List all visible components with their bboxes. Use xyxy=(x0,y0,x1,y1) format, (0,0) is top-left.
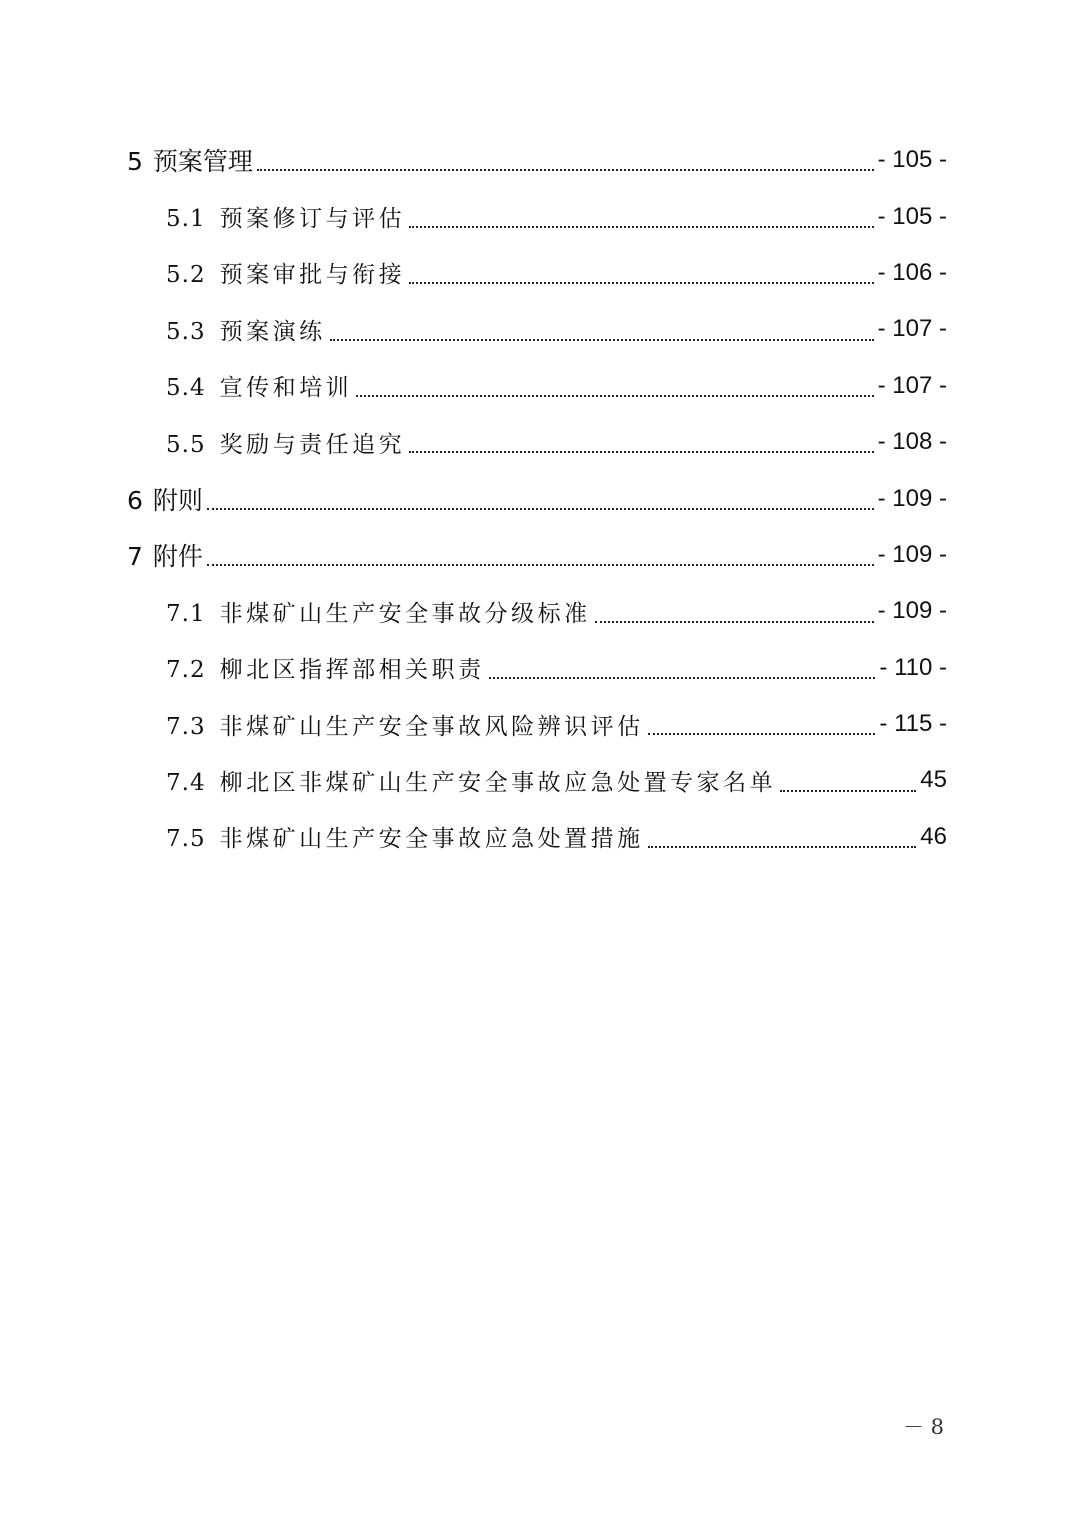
toc-entry-label xyxy=(166,313,326,346)
toc-entry xyxy=(127,696,947,752)
toc-section-number: 7.4 xyxy=(166,769,206,796)
toc-entry xyxy=(127,132,947,188)
toc-entry xyxy=(127,470,947,526)
toc-entry-label xyxy=(127,481,203,517)
toc-section-number: 7.3 xyxy=(166,713,206,740)
dot-leader xyxy=(648,846,917,848)
toc-section-title: 预案审批与衔接 xyxy=(219,262,406,289)
toc-entry-label xyxy=(166,651,485,684)
toc-page-number: - 105 - xyxy=(877,146,947,174)
dot-leader xyxy=(257,169,874,171)
toc-entry xyxy=(127,245,947,301)
toc-entry-label xyxy=(166,595,591,628)
toc-section-title: 非煤矿山生产安全事故风险辨识评估 xyxy=(219,713,644,740)
dot-leader xyxy=(409,282,874,284)
dot-leader xyxy=(489,677,876,679)
toc-section-number: 5.4 xyxy=(166,375,206,402)
toc-section-number: 5.3 xyxy=(166,318,206,345)
toc-entry xyxy=(127,301,947,357)
toc-page-number: - 105 - xyxy=(877,202,947,230)
toc-section-title: 柳北区指挥部相关职责 xyxy=(219,657,485,684)
toc-entry xyxy=(127,752,947,808)
dot-leader xyxy=(207,564,874,566)
dot-leader xyxy=(330,339,874,341)
dot-leader xyxy=(356,395,874,397)
toc-section-number: 7.1 xyxy=(166,600,206,627)
toc-section-number: 7 xyxy=(127,541,143,571)
toc-entry xyxy=(127,527,947,583)
toc-section-title: 奖励与责任追究 xyxy=(219,431,406,458)
toc-page-number: - 109 - xyxy=(877,540,947,568)
table-of-contents xyxy=(127,132,947,865)
dot-leader xyxy=(780,790,916,792)
toc-section-title: 预案修订与评估 xyxy=(219,206,406,233)
toc-section-title: 附则 xyxy=(152,485,203,515)
toc-section-title: 预案演练 xyxy=(219,318,326,345)
toc-section-title: 非煤矿山生产安全事故分级标准 xyxy=(219,600,591,627)
toc-section-title: 附件 xyxy=(152,541,203,571)
toc-entry-label xyxy=(166,426,405,459)
toc-entry-label xyxy=(127,142,253,178)
toc-section-title: 预案管理 xyxy=(152,147,253,177)
toc-entry xyxy=(127,809,947,865)
toc-entry xyxy=(127,640,947,696)
toc-page-number: 46 xyxy=(920,822,947,850)
toc-entry-label xyxy=(166,200,405,233)
toc-entry-label xyxy=(166,764,776,797)
dot-leader xyxy=(409,451,874,453)
toc-entry xyxy=(127,414,947,470)
toc-section-number: 7.5 xyxy=(166,826,206,853)
toc-entry-label xyxy=(166,708,644,741)
toc-section-number: 5.2 xyxy=(166,262,206,289)
toc-page-number: - 109 - xyxy=(877,484,947,512)
toc-entry xyxy=(127,583,947,639)
toc-page-number: - 107 - xyxy=(877,371,947,399)
toc-entry-label xyxy=(166,820,644,853)
dot-leader xyxy=(595,621,874,623)
toc-entry-label xyxy=(127,537,203,573)
toc-entry xyxy=(127,188,947,244)
toc-page-number: - 108 - xyxy=(877,428,947,456)
toc-page-number: - 106 - xyxy=(877,258,947,286)
toc-section-title: 非煤矿山生产安全事故应急处置措施 xyxy=(219,826,644,853)
dot-leader xyxy=(207,508,874,510)
toc-section-number: 6 xyxy=(127,485,143,515)
dot-leader xyxy=(409,226,874,228)
toc-section-number: 5 xyxy=(127,147,143,177)
toc-entry-label xyxy=(166,256,405,289)
toc-page-number: - 109 - xyxy=(877,597,947,625)
toc-section-title: 宣传和培训 xyxy=(219,375,353,402)
toc-entry-label xyxy=(166,369,352,402)
toc-entry xyxy=(127,358,947,414)
toc-section-number: 5.5 xyxy=(166,431,206,458)
page-number: － 8 xyxy=(902,1415,944,1439)
toc-section-title: 柳北区非煤矿山生产安全事故应急处置专家名单 xyxy=(219,769,777,796)
toc-page-number: - 115 - xyxy=(879,710,947,738)
toc-page-number: 45 xyxy=(920,766,947,794)
toc-section-number: 5.1 xyxy=(166,206,206,233)
toc-page-number: - 107 - xyxy=(877,315,947,343)
toc-section-number: 7.2 xyxy=(166,657,206,684)
dot-leader xyxy=(648,733,876,735)
toc-page-number: - 110 - xyxy=(879,653,947,681)
